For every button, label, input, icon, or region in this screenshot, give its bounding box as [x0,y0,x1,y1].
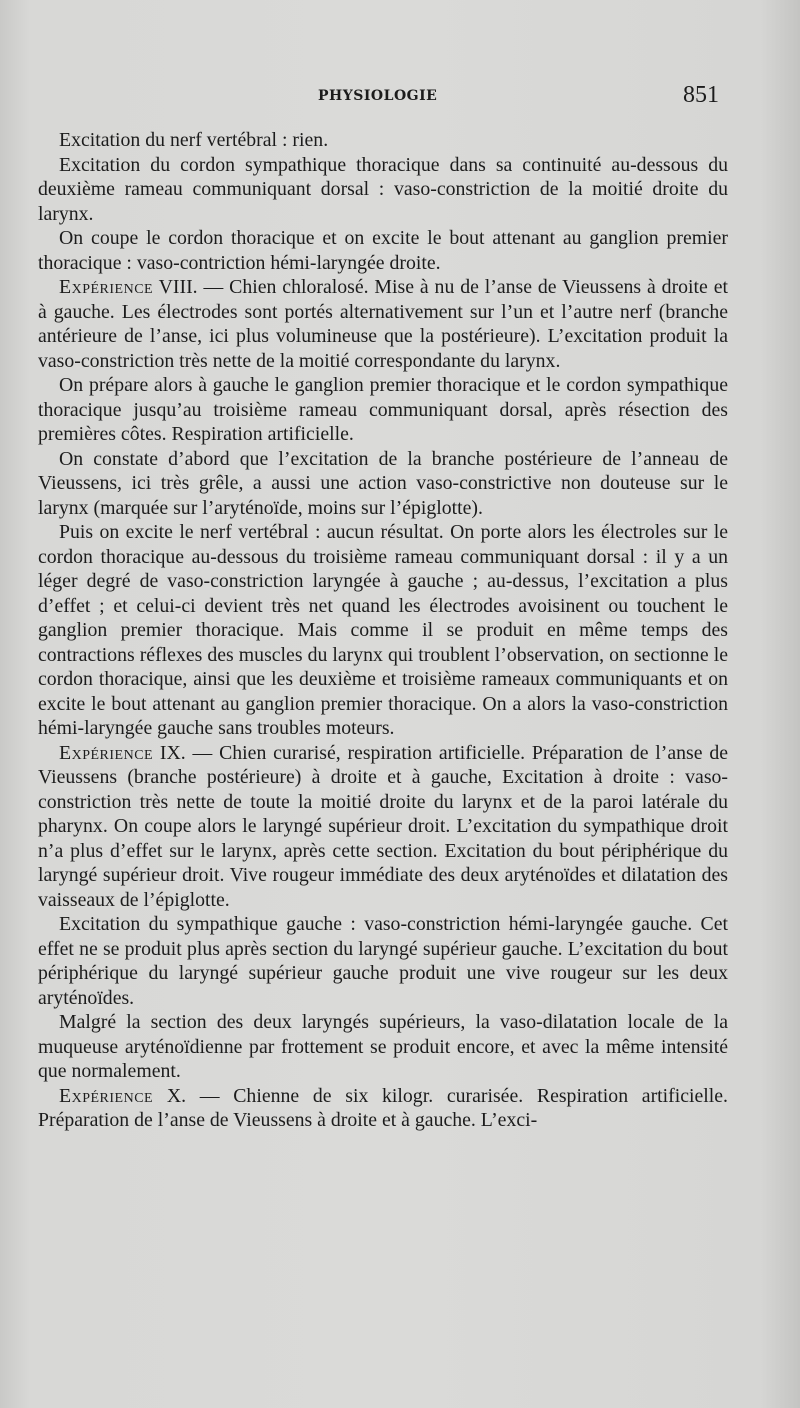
experiment-label: Expérience [59,741,154,764]
experiment-label: Expérience [59,1084,154,1107]
paragraph [38,128,728,153]
running-title: PHYSIOLOGIE [318,88,438,104]
paragraph [38,447,728,521]
paragraph-text: Malgré la section des deux laryngés supérieurs, la vaso-dilatation locale de la muqueuse aryténoïdienne par frottement se produit encore, et avec la même intensité que normalement. [38,1011,728,1082]
paragraph [38,153,728,227]
paragraph-text: On prépare alors à gauche le ganglion premier thoracique et le cordon sympathique thoracique jusqu’au troisième rameau communiquant dorsal, après résection des premières côtes. Respiration artificielle. [38,374,728,445]
page-header [0,82,800,110]
paragraph [38,226,728,275]
paragraph [38,520,728,741]
paragraph-text: X. — Chienne de six kilogr. curarisée. Respiration artificielle. Préparation de l’anse de Vieussens à droite et à gauche. L’exci- [38,1084,729,1131]
experiment-label: Expérience [59,276,154,298]
paragraph-text: On constate d’abord que l’excitation de la branche postérieure de l’anneau de Vieussens, ici très grêle, a aussi une action vaso-constrictive non douteuse sur le larynx (marquée sur l’aryténoïde, moins sur l’épiglotte). [38,447,728,519]
paragraph-text: VIII. — Chien chloralosé. Mise à nu de l’anse de Vieussens à droite et à gauche. Les électrodes sont portés alternativement sur l’un et l’autre nerf (branche antérieure de l’anse, ici plus volumineuse que la postérieure). L’excitation produit la vaso-constriction très nette de la moitié correspondante du larynx. [38,276,728,372]
paragraph [38,1084,728,1133]
paragraph [38,912,728,1010]
paragraph [38,741,728,913]
paragraph-text: Excitation du cordon sympathique thoracique dans sa continuité au-dessous du deuxième rameau communiquant dorsal : vaso-constriction de la moitié droite du larynx. [38,153,728,225]
paragraph [38,1010,728,1084]
paragraph-text: Excitation du nerf vertébral : rien. [59,129,329,151]
paragraph [38,275,728,373]
paragraph [38,373,728,447]
page-number: 851 [683,82,719,108]
paragraph-text: Puis on excite le nerf vertébral : aucun résultat. On porte alors les électroles sur le cordon thoracique au-dessous du troisième rameau communiquant dorsal : il y a un léger degré de vaso-constriction laryngée à gauche ; au-dessus, l’excitation a plus d’effet ; et celui-ci devient très net quand les électrodes avoisinent ou touchent le ganglion premier thoracique. Mais comme il se produit en même temps des contractions réflexes des muscles du larynx qui troublent l’observation, on sectionne le cordon thoracique, ainsi que les deuxième et troisième rameaux communiquants et on excite le bout attenant au ganglion premier thoracique. On a alors la vaso-constriction hémi-laryngée gauche sans troubles moteurs. [38,521,728,739]
body-text [38,128,728,1133]
paragraph-text: On coupe le cordon thoracique et on excite le bout attenant au ganglion premier thoracique : vaso-contriction hémi-laryngée droite. [38,227,728,274]
paragraph-text: IX. — Chien curarisé, respiration artificielle. Préparation de l’anse de Vieussens (branche postérieure) à droite et à gauche, Excitation à droite : vaso-constriction très nette de toute la moitié droite du larynx et de la paroi latérale du pharynx. On coupe alors le laryngé supérieur droit. L’excitation du sympathique droit n’a plus d’effet sur le larynx, après cette section. Excitation du bout périphérique du laryngé supérieur droit. Vive rougeur immédiate des deux aryténoïdes et dilatation des vaisseaux de l’épiglotte. [38,741,728,911]
paragraph-text: Excitation du sympathique gauche : vaso-constriction hémi-laryngée gauche. Cet effet ne se produit plus après section du laryngé supérieur gauche. L’excitation du bout périphérique du laryngé supérieur gauche produit une vive rougeur sur les deux aryténoïdes. [38,913,728,1009]
